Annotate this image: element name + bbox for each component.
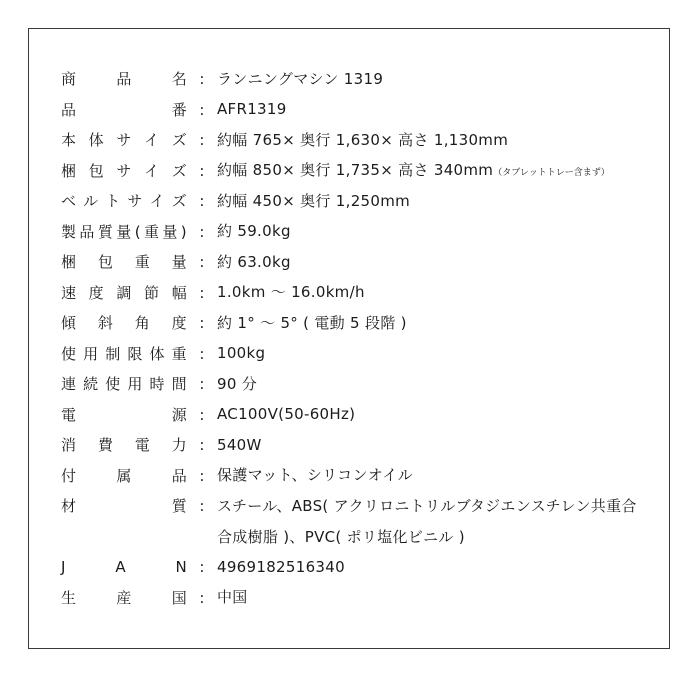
spec-value-text: 保護マット、シリコンオイル: [217, 466, 413, 484]
spec-label: J A N: [61, 558, 187, 576]
spec-separator: :: [199, 131, 205, 149]
spec-label: ベ ル ト サ イ ズ: [61, 192, 187, 210]
spec-value: [217, 369, 659, 400]
spec-label: 消 費 電 力: [61, 436, 187, 454]
spec-value-text: 1.0km ～ 16.0km/h: [217, 283, 365, 301]
spec-label: 速 度 調 節 幅: [61, 283, 187, 302]
spec-value: [217, 308, 659, 339]
spec-label: 梱 包 重 量: [61, 253, 187, 271]
spec-value: [217, 399, 659, 430]
spec-label: 生 産 国: [61, 588, 187, 607]
spec-value-text: 100kg: [217, 344, 266, 362]
spec-label: 電 源: [61, 405, 187, 424]
spec-table-frame: [28, 28, 670, 649]
spec-separator: :: [199, 100, 205, 119]
spec-value-text: スチール、ABS( アクリロニトリルブタジエンスチレン共重合 合成樹脂 )、PVC( ポリ塩化ビニル ): [217, 496, 637, 546]
spec-value: [217, 491, 659, 553]
spec-value-text: 約幅 450× 奥行 1,250mm: [217, 191, 411, 210]
spec-value-text: 中国: [217, 588, 248, 606]
spec-separator: :: [199, 70, 205, 88]
spec-label: 製 品 質 量 ( 重 量 ): [61, 222, 187, 241]
spec-separator: :: [199, 344, 205, 363]
spec-value-text: ランニングマシン 1319: [217, 69, 384, 88]
spec-value-text: 4969182516340: [217, 557, 345, 576]
spec-value: [217, 216, 659, 247]
spec-value-text: 約 63.0kg: [217, 252, 291, 271]
spec-separator: :: [199, 161, 205, 180]
spec-note: （タブレットトレー含まず）: [493, 168, 610, 178]
spec-label: 商 品 名: [61, 70, 187, 88]
spec-value-text: AFR1319: [217, 100, 287, 118]
spec-value: [217, 247, 659, 278]
spec-value-text: 約 59.0kg: [217, 222, 291, 240]
spec-value-text: 約 1° ～ 5° ( 電動 5 段階 ): [217, 313, 407, 332]
spec-value-text: AC100V(50-60Hz): [217, 405, 356, 423]
spec-value: [217, 155, 659, 189]
spec-label: 付 属 品: [61, 466, 187, 485]
spec-separator: :: [199, 222, 205, 241]
spec-separator: :: [199, 558, 205, 576]
spec-value: [217, 94, 659, 125]
spec-separator: :: [199, 314, 205, 332]
spec-value: [217, 64, 659, 95]
spec-label: 梱 包 サ イ ズ: [61, 161, 187, 180]
spec-value: [217, 460, 659, 491]
spec-value: [217, 186, 659, 217]
spec-separator: :: [199, 436, 205, 454]
spec-value-text: 約幅 850× 奥行 1,735× 高さ 340mm: [217, 161, 494, 179]
spec-value: [217, 277, 659, 308]
spec-separator: :: [199, 466, 205, 485]
spec-value: [217, 338, 659, 369]
spec-label: 使 用 制 限 体 重: [61, 344, 187, 363]
spec-separator: :: [199, 283, 205, 302]
spec-value: [217, 582, 659, 613]
spec-value: [217, 552, 659, 583]
spec-label: 本 体 サ イ ズ: [61, 131, 187, 149]
spec-separator: :: [199, 192, 205, 210]
spec-label: 連 続 使 用 時 間: [61, 375, 187, 393]
spec-label: 材 質: [61, 497, 187, 515]
spec-value-text: 90 分: [217, 374, 258, 393]
spec-value: [217, 125, 659, 156]
spec-separator: :: [199, 375, 205, 393]
spec-value-text: 540W: [217, 435, 262, 454]
spec-list: [61, 68, 659, 617]
spec-separator: :: [199, 405, 205, 424]
spec-row: [61, 495, 659, 556]
spec-row: [61, 587, 659, 618]
spec-separator: :: [199, 588, 205, 607]
spec-value: [217, 430, 659, 461]
spec-label: 品 番: [61, 100, 187, 119]
spec-value-text: 約幅 765× 奥行 1,630× 高さ 1,130mm: [217, 130, 509, 149]
spec-label: 傾 斜 角 度: [61, 314, 187, 332]
spec-separator: :: [199, 497, 205, 515]
spec-separator: :: [199, 253, 205, 271]
